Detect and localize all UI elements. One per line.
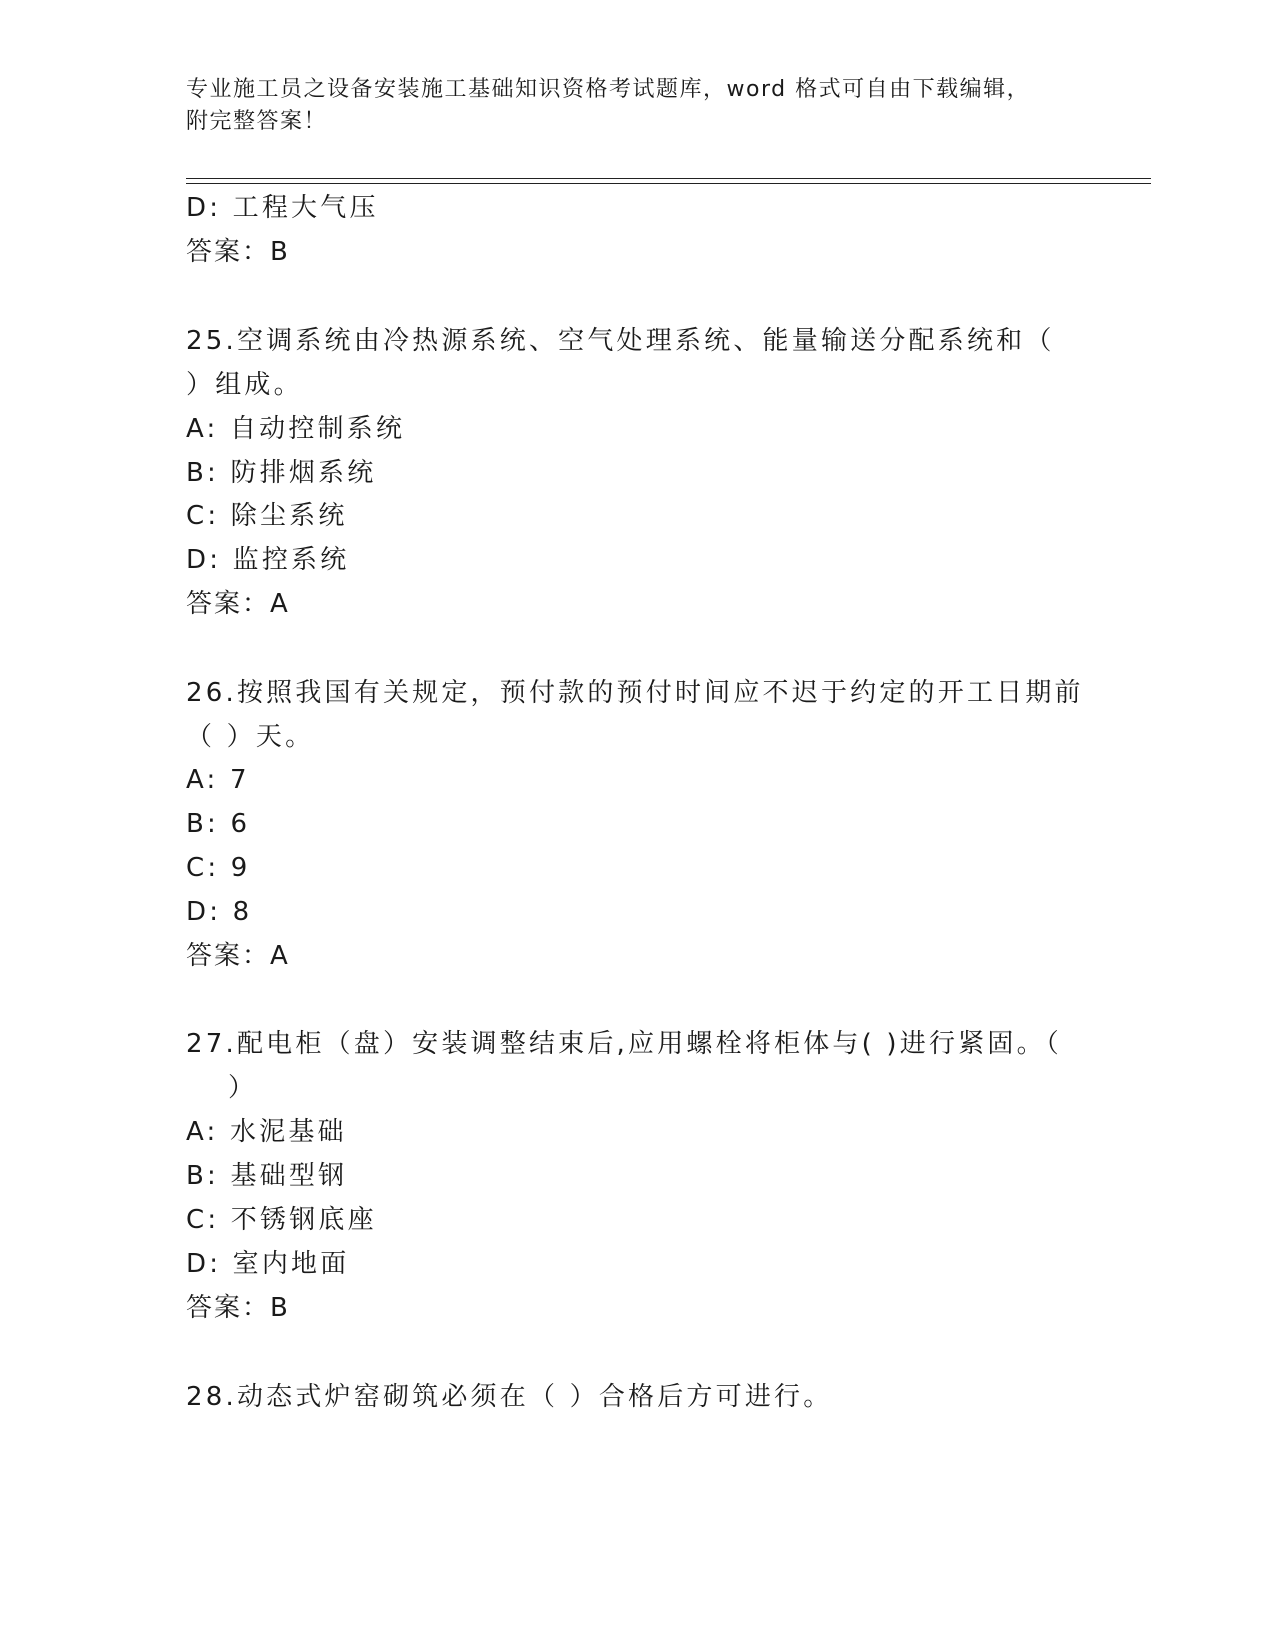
question-26-answer: 答案：A — [186, 941, 290, 971]
question-27-stem-line-1: 27.配电柜（盘）安装调整结束后,应用螺栓将柜体与( )进行紧固。（ — [186, 1029, 1062, 1059]
document-header — [186, 74, 1066, 138]
header-title-line-1: 专业施工员之设备安装施工基础知识资格考试题库，word 格式可自由下载编辑， — [186, 77, 1031, 102]
question-26-option-d: D: 8 — [186, 897, 253, 927]
question-27-option-b: B: 基础型钢 — [186, 1161, 348, 1191]
header-title-line-2: 附完整答案！ — [186, 109, 328, 134]
question-26-stem-line-2: （ ）天。 — [186, 722, 315, 752]
question-27-answer: 答案：B — [186, 1293, 290, 1323]
question-25-stem-line-1: 25.空调系统由冷热源系统、空气处理系统、能量输送分配系统和（ — [186, 326, 1055, 356]
question-25-option-c: C: 除尘系统 — [186, 501, 348, 531]
question-27-option-d: D: 室内地面 — [186, 1249, 350, 1279]
question-26-option-b: B: 6 — [186, 809, 251, 839]
question-25-option-b: B: 防排烟系统 — [186, 458, 377, 488]
question-27-option-a: A: 水泥基础 — [186, 1117, 347, 1147]
header-divider-bottom — [186, 183, 1151, 184]
question-25-option-d: D: 监控系统 — [186, 545, 350, 575]
question-25-answer: 答案：A — [186, 589, 290, 619]
question-25-stem-line-2: ）组成。 — [186, 370, 303, 400]
question-24-answer: 答案：B — [186, 237, 290, 267]
question-27-stem-line-2: ） — [228, 1073, 258, 1103]
question-28-stem-line-1: 28.动态式炉窑砌筑必须在（ ）合格后方可进行。 — [186, 1382, 833, 1412]
question-26-stem-line-1: 26.按照我国有关规定，预付款的预付时间应不迟于约定的开工日期前 — [186, 678, 1084, 708]
header-divider-top — [186, 178, 1151, 179]
question-26-option-a: A: 7 — [186, 765, 250, 795]
question-25-option-a: A: 自动控制系统 — [186, 414, 406, 444]
question-26-option-c: C: 9 — [186, 853, 251, 883]
question-24-option-d: D: 工程大气压 — [186, 193, 379, 223]
question-27-option-c: C: 不锈钢底座 — [186, 1205, 377, 1235]
